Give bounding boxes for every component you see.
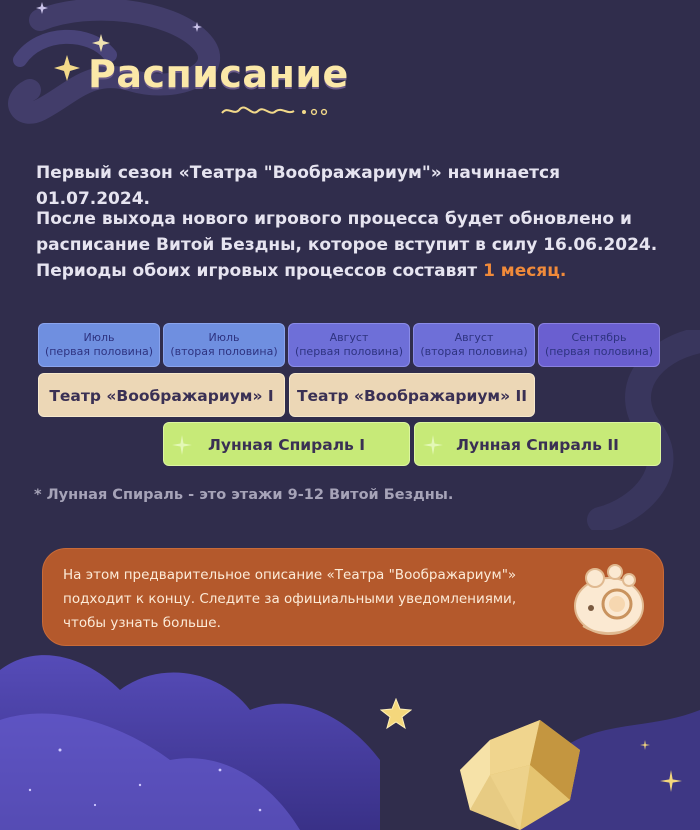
sparkle-icon <box>423 435 443 455</box>
month-half: (вторая половина) <box>420 345 528 358</box>
spiral-period-1-bar <box>163 422 410 466</box>
month-header <box>163 323 285 367</box>
intro-paragraph-2-text: После выхода нового игрового процесса будет обновлено и расписание Витой Бездны, которое вступит в силу 16.06.2024. Периоды обоих игровых процессов составят <box>36 209 658 281</box>
theatre-season-2-bar: Театр «Воображариум» II <box>289 373 535 417</box>
info-card-line: подходит к концу. Следите за официальными уведомлениями, <box>63 591 517 607</box>
small-star-icon <box>36 2 48 14</box>
mascot-icon <box>565 556 655 646</box>
month-header <box>288 323 410 367</box>
squiggle-decoration-icon <box>220 103 340 119</box>
spiral-period-1-label: Лунная Спираль I <box>207 436 366 454</box>
small-star-icon <box>92 34 110 52</box>
month-half: (вторая половина) <box>170 345 278 358</box>
month-header <box>38 323 160 367</box>
month-header <box>413 323 535 367</box>
spiral-period-2-bar <box>414 422 661 466</box>
month-half: (первая половина) <box>544 345 654 358</box>
duration-highlight: 1 месяц. <box>483 261 567 281</box>
month-name: Сентябрь <box>571 331 627 344</box>
spiral-period-2-label: Лунная Спираль II <box>456 436 619 454</box>
footnote: * Лунная Спираль - это этажи 9-12 Витой Бездны. <box>34 487 454 503</box>
star-icon <box>380 698 412 730</box>
month-header <box>538 323 660 367</box>
theatre-season-1-bar: Театр «Воображариум» I <box>38 373 285 417</box>
month-name: Июль <box>83 331 115 344</box>
small-star-icon <box>192 22 202 32</box>
month-half: (первая половина) <box>44 345 154 358</box>
info-card-line: На этом предварительное описание «Театра "Воображариум"» <box>63 567 517 583</box>
intro-paragraph-1: Первый сезон «Театра "Воображариум"» начинается 01.07.2024. <box>36 163 560 209</box>
month-name: Август <box>329 331 369 344</box>
month-name: Июль <box>208 331 240 344</box>
info-card-text <box>63 563 583 635</box>
crystal-icon <box>430 720 630 830</box>
info-card-line: чтобы узнать больше. <box>63 615 221 631</box>
sparkle-icon <box>640 740 650 750</box>
intro-paragraph-2 <box>36 206 676 284</box>
sparkle-icon <box>172 435 192 455</box>
sparkle-icon <box>660 770 682 792</box>
page-title: Расписание <box>88 52 349 96</box>
title-star-icon <box>54 55 80 81</box>
month-name: Август <box>454 331 494 344</box>
title-wrap <box>88 52 349 96</box>
month-half: (первая половина) <box>294 345 404 358</box>
